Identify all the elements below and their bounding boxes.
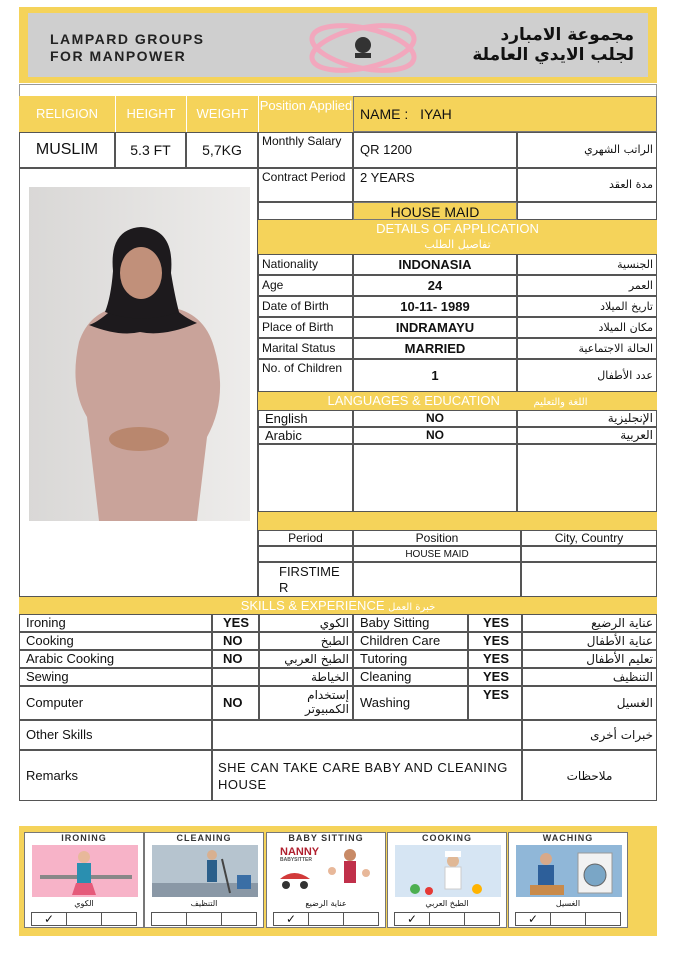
skill-value: NO bbox=[212, 650, 259, 668]
contract-ar: مدة العقد bbox=[517, 168, 657, 202]
ironing-image bbox=[32, 845, 138, 897]
skill-ar: الطبخ bbox=[259, 632, 353, 650]
company-line-2: FOR MANPOWER bbox=[50, 48, 187, 64]
skill-ar: عناية الأطفال bbox=[522, 632, 657, 650]
language-label: Arabic bbox=[258, 427, 353, 444]
check-box-empty bbox=[187, 913, 222, 925]
check-mark-icon: ✓ bbox=[274, 913, 309, 925]
language-label: English bbox=[258, 410, 353, 427]
check-box-empty bbox=[430, 913, 465, 925]
detail-value: 1 bbox=[353, 359, 517, 392]
skill-label: Computer bbox=[19, 686, 212, 720]
salary-value: QR 1200 bbox=[353, 132, 517, 168]
skill-card-waching bbox=[508, 832, 628, 928]
skill-card-title: IRONING bbox=[61, 833, 107, 843]
check-box-empty bbox=[344, 913, 378, 925]
skill-card-title: CLEANING bbox=[176, 833, 232, 843]
check-mark-icon: ✓ bbox=[32, 913, 67, 925]
company-ar-line-1: مجموعة الامبارد bbox=[500, 25, 634, 45]
skill-value: YES bbox=[468, 650, 522, 668]
detail-ar: تاريخ الميلاد bbox=[517, 296, 657, 317]
language-value: NO bbox=[353, 427, 517, 444]
skill-card-title: BABY SITTING bbox=[288, 833, 364, 843]
other-skills-value bbox=[212, 720, 522, 750]
details-title bbox=[258, 220, 657, 254]
header-inner bbox=[28, 13, 648, 77]
blank-cell bbox=[517, 444, 657, 512]
company-ar-line-2: لجلب الايدي العاملة bbox=[472, 45, 634, 65]
remarks-value: SHE CAN TAKE CARE BABY AND CLEANING HOUSE bbox=[212, 750, 522, 801]
check-boxes bbox=[515, 912, 621, 926]
check-mark-icon: ✓ bbox=[516, 913, 551, 925]
detail-label: Marital Status bbox=[258, 338, 353, 359]
check-box-empty bbox=[222, 913, 256, 925]
header-banner bbox=[19, 7, 657, 83]
skill-ar: إستخدام الكمبيوتر bbox=[259, 686, 353, 720]
weight-label: WEIGHT bbox=[186, 96, 258, 132]
nanny-badge bbox=[280, 847, 319, 863]
detail-label: No. of Children bbox=[258, 359, 353, 392]
experience-period-value: FIRSTIME R bbox=[258, 562, 353, 597]
company-line-1: LAMPARD GROUPS bbox=[50, 31, 205, 47]
name-value: IYAH bbox=[420, 106, 452, 122]
detail-ar: الحالة الاجتماعية bbox=[517, 338, 657, 359]
blank-cell bbox=[353, 444, 517, 512]
skill-value: YES bbox=[468, 632, 522, 650]
blank-cell bbox=[521, 546, 657, 562]
skill-value: NO bbox=[212, 686, 259, 720]
skill-label: Ironing bbox=[19, 614, 212, 632]
city-header: City, Country bbox=[521, 530, 657, 546]
check-box-empty bbox=[551, 913, 586, 925]
languages-title-ar: اللغة والتعليم bbox=[533, 397, 588, 408]
skill-value: YES bbox=[468, 668, 522, 686]
skill-label: Cleaning bbox=[353, 668, 468, 686]
skill-label: Sewing bbox=[19, 668, 212, 686]
skill-label: Washing bbox=[353, 686, 468, 720]
skill-value: YES bbox=[212, 614, 259, 632]
position-header: Position bbox=[353, 530, 521, 546]
languages-title-en: LANGUAGES & EDUCATION bbox=[327, 393, 500, 408]
experience-title-bar bbox=[258, 512, 657, 530]
detail-label: Place of Birth bbox=[258, 317, 353, 338]
company-name-ar bbox=[472, 25, 634, 65]
skill-card-caption: الكوي bbox=[74, 899, 94, 908]
height-value: 5.3 FT bbox=[115, 132, 186, 168]
skill-ar: الكوي bbox=[259, 614, 353, 632]
detail-value: MARRIED bbox=[353, 338, 517, 359]
detail-label: Date of Birth bbox=[258, 296, 353, 317]
skill-value: NO bbox=[212, 632, 259, 650]
detail-label: Nationality bbox=[258, 254, 353, 275]
skill-card-caption: الطبخ العربي bbox=[425, 899, 469, 908]
language-ar: الإنجليزية bbox=[517, 410, 657, 427]
skill-value bbox=[212, 668, 259, 686]
detail-ar: العمر bbox=[517, 275, 657, 296]
blank-cell-2 bbox=[517, 202, 657, 220]
check-boxes bbox=[273, 912, 379, 926]
skill-label: Children Care bbox=[353, 632, 468, 650]
cooking-image bbox=[395, 845, 501, 897]
skill-label: Baby Sitting bbox=[353, 614, 468, 632]
skill-card-caption: التنظيف bbox=[190, 899, 218, 908]
blank-cell bbox=[258, 444, 353, 512]
name-label: NAME : bbox=[360, 106, 409, 122]
company-logo-icon bbox=[303, 19, 423, 77]
check-mark-icon bbox=[152, 913, 187, 925]
skill-card-ironing bbox=[24, 832, 144, 928]
height-label: HEIGHT bbox=[115, 96, 186, 132]
blank-cell bbox=[258, 202, 353, 220]
detail-ar: عدد الأطفال bbox=[517, 359, 657, 392]
blank-cell bbox=[353, 562, 521, 597]
header-spacer bbox=[19, 84, 657, 96]
check-boxes bbox=[151, 912, 257, 926]
details-title-ar: تفاصيل الطلب bbox=[424, 238, 491, 251]
blank-cell bbox=[258, 546, 353, 562]
skills-title bbox=[19, 597, 657, 614]
detail-ar: الجنسية bbox=[517, 254, 657, 275]
skills-title-en: SKILLS & EXPERIENCE bbox=[240, 598, 385, 613]
detail-value: INDRAMAYU bbox=[353, 317, 517, 338]
skill-card-title: WACHING bbox=[542, 833, 594, 843]
skill-card-caption: عناية الرضيع bbox=[305, 899, 347, 908]
nanny-badge-sub: BABYSITTER bbox=[280, 857, 312, 863]
nanny-badge-title: NANNY bbox=[280, 846, 320, 858]
check-box-empty bbox=[309, 913, 344, 925]
skill-ar: التنظيف bbox=[522, 668, 657, 686]
language-ar: العربية bbox=[517, 427, 657, 444]
detail-value: INDONASIA bbox=[353, 254, 517, 275]
detail-value: 10-11- 1989 bbox=[353, 296, 517, 317]
check-mark-icon: ✓ bbox=[395, 913, 430, 925]
skill-label: Tutoring bbox=[353, 650, 468, 668]
check-box-empty bbox=[586, 913, 620, 925]
skill-card-caption: الغسيل bbox=[555, 899, 581, 908]
skill-card-cooking bbox=[387, 832, 507, 928]
contract-value: 2 YEARS bbox=[353, 168, 517, 202]
religion-label: RELIGION bbox=[19, 96, 115, 132]
position-applied-label: Position Applied bbox=[258, 96, 353, 132]
babysitting-image bbox=[274, 845, 380, 897]
skills-title-ar: خبرة العمل bbox=[388, 602, 436, 613]
candidate-photo bbox=[29, 187, 250, 521]
salary-label: Monthly Salary bbox=[258, 132, 353, 168]
contract-label: Contract Period bbox=[258, 168, 353, 202]
name-field bbox=[353, 96, 657, 132]
language-value: NO bbox=[353, 410, 517, 427]
other-skills-ar: خبرات أخرى bbox=[522, 720, 657, 750]
skill-label: Cooking bbox=[19, 632, 212, 650]
remarks-ar: ملاحظات bbox=[522, 750, 657, 801]
check-box-empty bbox=[67, 913, 102, 925]
languages-title bbox=[258, 392, 657, 410]
skill-value: YES bbox=[468, 614, 522, 632]
other-skills-label: Other Skills bbox=[19, 720, 212, 750]
detail-value: 24 bbox=[353, 275, 517, 296]
period-header: Period bbox=[258, 530, 353, 546]
check-box-empty bbox=[102, 913, 136, 925]
position-value: HOUSE MAID bbox=[353, 202, 517, 220]
weight-value: 5,7KG bbox=[186, 132, 258, 168]
skill-card-title: COOKING bbox=[421, 833, 472, 843]
remarks-label: Remarks bbox=[19, 750, 212, 801]
check-boxes bbox=[31, 912, 137, 926]
company-name-en bbox=[50, 31, 205, 65]
skill-ar: الطبخ العربي bbox=[259, 650, 353, 668]
religion-value: MUSLIM bbox=[19, 132, 115, 168]
washing-image bbox=[516, 845, 622, 897]
skill-ar: الغسيل bbox=[522, 686, 657, 720]
detail-label: Age bbox=[258, 275, 353, 296]
detail-ar: مكان الميلاد bbox=[517, 317, 657, 338]
skill-ar: تعليم الأطفال bbox=[522, 650, 657, 668]
salary-ar: الراتب الشهري bbox=[517, 132, 657, 168]
details-title-en: DETAILS OF APPLICATION bbox=[376, 221, 539, 236]
skill-ar: عناية الرضيع bbox=[522, 614, 657, 632]
cleaning-image bbox=[152, 845, 258, 897]
skill-card-cleaning bbox=[144, 832, 264, 928]
skill-value: YES bbox=[468, 686, 522, 720]
check-box-empty bbox=[465, 913, 499, 925]
blank-cell bbox=[521, 562, 657, 597]
skill-card-baby-sitting bbox=[266, 832, 386, 928]
experience-position-value: HOUSE MAID bbox=[353, 546, 521, 562]
skill-ar: الخياطة bbox=[259, 668, 353, 686]
check-boxes bbox=[394, 912, 500, 926]
skill-label: Arabic Cooking bbox=[19, 650, 212, 668]
